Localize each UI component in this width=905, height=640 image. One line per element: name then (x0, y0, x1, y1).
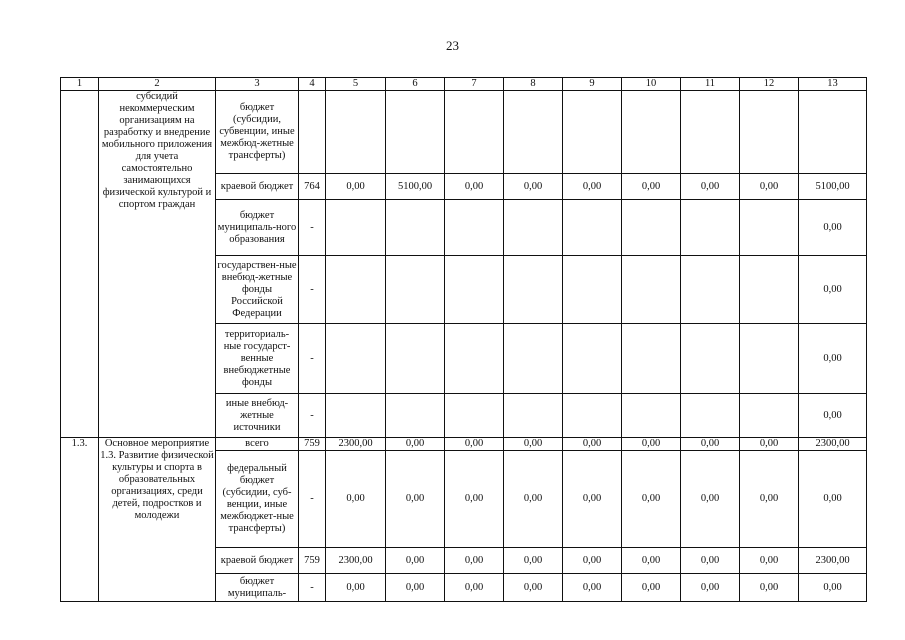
funding-source-cell: бюджет муниципаль-ного образования (216, 200, 299, 256)
row-number-cell (61, 91, 99, 438)
amount-cell: 0,00 (563, 548, 622, 574)
funding-source-cell: всего (216, 438, 299, 451)
amount-cell (326, 200, 386, 256)
amount-cell: 0,00 (504, 451, 563, 548)
amount-cell: 5100,00 (799, 174, 867, 200)
amount-cell (326, 324, 386, 394)
amount-cell (445, 394, 504, 438)
amount-cell (681, 394, 740, 438)
amount-cell: 0,00 (681, 174, 740, 200)
code-cell (299, 91, 326, 174)
code-cell: - (299, 574, 326, 602)
amount-cell: 0,00 (563, 438, 622, 451)
funding-source-cell: краевой бюджет (216, 548, 299, 574)
amount-cell: 0,00 (799, 394, 867, 438)
amount-cell (740, 91, 799, 174)
funding-source-cell: бюджет муниципаль- (216, 574, 299, 602)
amount-cell (445, 200, 504, 256)
amount-cell (563, 200, 622, 256)
amount-cell: 0,00 (563, 174, 622, 200)
amount-cell: 0,00 (799, 451, 867, 548)
amount-cell: 0,00 (740, 438, 799, 451)
amount-cell (740, 394, 799, 438)
amount-cell: 0,00 (445, 548, 504, 574)
amount-cell: 0,00 (740, 174, 799, 200)
code-cell: 764 (299, 174, 326, 200)
amount-cell: 2300,00 (326, 548, 386, 574)
amount-cell (386, 394, 445, 438)
header-cell: 3 (216, 78, 299, 91)
amount-cell: 0,00 (445, 451, 504, 548)
amount-cell (622, 324, 681, 394)
amount-cell (740, 256, 799, 324)
amount-cell (799, 91, 867, 174)
table-row (61, 438, 867, 451)
amount-cell (386, 256, 445, 324)
header-cell: 11 (681, 78, 740, 91)
amount-cell: 0,00 (681, 438, 740, 451)
amount-cell: 0,00 (681, 548, 740, 574)
amount-cell: 0,00 (445, 438, 504, 451)
amount-cell (622, 394, 681, 438)
amount-cell (740, 324, 799, 394)
amount-cell (386, 324, 445, 394)
amount-cell (622, 91, 681, 174)
amount-cell: 0,00 (740, 574, 799, 602)
table-row (61, 91, 867, 174)
amount-cell: 0,00 (326, 451, 386, 548)
amount-cell: 2300,00 (799, 548, 867, 574)
code-cell: - (299, 200, 326, 256)
activity-name-cell: субсидий некоммерческим организациям на разработку и внедрение мобильного приложения для учета самостоятельно занимающихся физической культурой и спортом граждан (99, 91, 216, 438)
amount-cell: 2300,00 (326, 438, 386, 451)
amount-cell: 0,00 (504, 174, 563, 200)
amount-cell: 0,00 (504, 438, 563, 451)
header-cell: 12 (740, 78, 799, 91)
amount-cell: 0,00 (622, 451, 681, 548)
funding-source-cell: территориаль-ные государст-венные внебюджетные фонды (216, 324, 299, 394)
page-number: 23 (446, 38, 459, 53)
amount-cell (326, 394, 386, 438)
amount-cell (445, 256, 504, 324)
code-cell: - (299, 451, 326, 548)
amount-cell: 0,00 (326, 574, 386, 602)
amount-cell (504, 256, 563, 324)
amount-cell: 0,00 (386, 438, 445, 451)
amount-cell: 0,00 (799, 200, 867, 256)
funding-source-cell: бюджет (субсидии, субвенции, иные межбюд-жетные трансферты) (216, 91, 299, 174)
amount-cell: 0,00 (504, 574, 563, 602)
amount-cell (681, 256, 740, 324)
code-cell: 759 (299, 438, 326, 451)
row-number-cell: 1.3. (61, 438, 99, 602)
header-cell: 10 (622, 78, 681, 91)
amount-cell: 0,00 (799, 324, 867, 394)
code-cell: - (299, 324, 326, 394)
amount-cell (326, 256, 386, 324)
code-cell: 759 (299, 548, 326, 574)
header-cell: 4 (299, 78, 326, 91)
amount-cell (681, 91, 740, 174)
amount-cell: 0,00 (386, 548, 445, 574)
amount-cell: 5100,00 (386, 174, 445, 200)
amount-cell: 0,00 (799, 256, 867, 324)
amount-cell: 0,00 (681, 451, 740, 548)
amount-cell: 0,00 (326, 174, 386, 200)
funding-source-cell: краевой бюджет (216, 174, 299, 200)
amount-cell: 0,00 (563, 451, 622, 548)
amount-cell: 0,00 (622, 438, 681, 451)
amount-cell (386, 91, 445, 174)
code-cell: - (299, 256, 326, 324)
code-cell: - (299, 394, 326, 438)
amount-cell (445, 91, 504, 174)
funding-source-cell: государствен-ные внебюд-жетные фонды Российской Федерации (216, 256, 299, 324)
amount-cell (445, 324, 504, 394)
amount-cell: 0,00 (740, 451, 799, 548)
amount-cell: 0,00 (622, 174, 681, 200)
amount-cell: 0,00 (386, 451, 445, 548)
amount-cell (504, 91, 563, 174)
amount-cell: 0,00 (622, 548, 681, 574)
amount-cell (563, 394, 622, 438)
amount-cell: 0,00 (622, 574, 681, 602)
funding-source-cell: федеральный бюджет (субсидии, суб-венции, иные межбюджет-ные трансферты) (216, 451, 299, 548)
amount-cell (504, 324, 563, 394)
amount-cell: 0,00 (386, 574, 445, 602)
amount-cell (563, 91, 622, 174)
budget-table (60, 77, 867, 602)
header-row (61, 78, 867, 91)
header-cell: 5 (326, 78, 386, 91)
amount-cell (740, 200, 799, 256)
amount-cell (386, 200, 445, 256)
amount-cell (681, 324, 740, 394)
amount-cell (326, 91, 386, 174)
amount-cell: 0,00 (445, 174, 504, 200)
header-cell: 9 (563, 78, 622, 91)
amount-cell: 0,00 (445, 574, 504, 602)
activity-name-cell: Основное мероприятие 1.3. Развитие физической культуры и спорта в образовательных организациях, среди детей, подростков и молодежи (99, 438, 216, 602)
header-cell: 8 (504, 78, 563, 91)
amount-cell: 0,00 (563, 574, 622, 602)
amount-cell (504, 200, 563, 256)
amount-cell: 2300,00 (799, 438, 867, 451)
amount-cell (563, 256, 622, 324)
header-cell: 6 (386, 78, 445, 91)
amount-cell: 0,00 (799, 574, 867, 602)
header-cell: 13 (799, 78, 867, 91)
amount-cell: 0,00 (740, 548, 799, 574)
amount-cell (622, 200, 681, 256)
header-cell: 1 (61, 78, 99, 91)
amount-cell (681, 200, 740, 256)
amount-cell: 0,00 (504, 548, 563, 574)
header-cell: 7 (445, 78, 504, 91)
funding-source-cell: иные внебюд-жетные источники (216, 394, 299, 438)
amount-cell: 0,00 (681, 574, 740, 602)
amount-cell (622, 256, 681, 324)
amount-cell (563, 324, 622, 394)
amount-cell (504, 394, 563, 438)
header-cell: 2 (99, 78, 216, 91)
